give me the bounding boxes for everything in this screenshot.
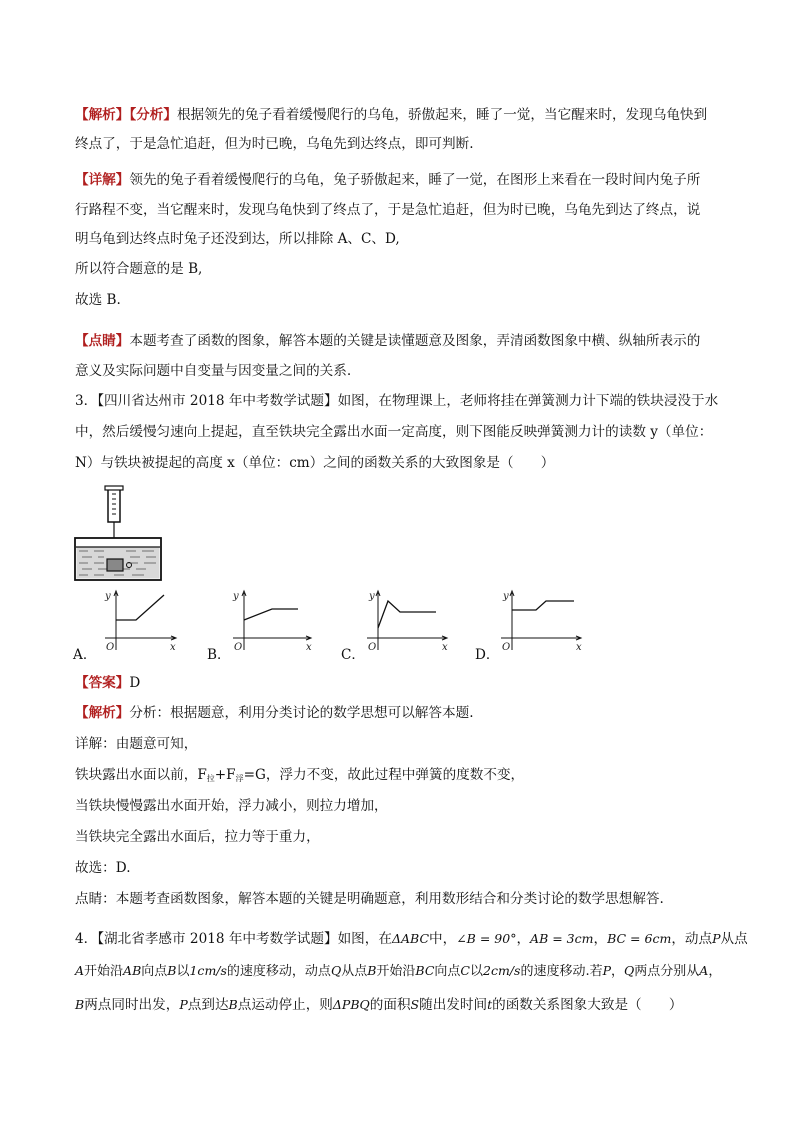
q2-comment-line1: 【点睛】本题考查了函数的图象，解答本题的关键是读懂题意及图象，弄清函数图象中横、纵轴所表示的 [75, 333, 701, 349]
q3-detail-line1: 详解：由题意可知， [75, 736, 198, 752]
q3-detail-line4: 当铁块完全露出水面后，拉力等于重力， [75, 829, 320, 845]
svg-text:O: O [234, 642, 243, 653]
option-b-label: B． [207, 647, 231, 663]
svg-text:O: O [106, 642, 115, 653]
q2-comment-line2: 意义及实际问题中自变量与因变量之间的关系. [75, 363, 352, 379]
option-c-graph [362, 588, 452, 656]
question-number: 3． [75, 393, 98, 409]
spring-scale-apparatus-figure [74, 485, 164, 581]
svg-text:x: x [442, 642, 448, 653]
svg-text:x: x [170, 642, 176, 653]
q3-line2: 中，然后缓慢匀速向上提起，直至铁块完全露出水面一定高度，则下图能反映弹簧测力计的读数 y（单位： [75, 424, 713, 440]
option-c-label: C． [341, 647, 365, 663]
svg-text:x: x [576, 642, 582, 653]
q4-line3: B两点同时出发，P点到达B点运动停止，则ΔPBQ的面积S随出发时间t的函数关系图象大致是（ ） [75, 997, 683, 1013]
q3-detail-line5: 故选：D. [75, 860, 131, 876]
analysis-tag: 【解析】 [75, 705, 130, 721]
svg-text:O: O [368, 642, 377, 653]
option-a-label: A． [73, 647, 97, 663]
svg-text:O: O [502, 642, 511, 653]
svg-text:y: y [233, 591, 239, 602]
option-a-graph [100, 588, 180, 656]
question-source: 【湖北省孝感市 2018 年中考数学试题】 [97, 931, 338, 947]
svg-text:y: y [369, 591, 375, 602]
q3-detail-line2: 铁块露出水面以前，$F_拉+F_浮=G$，浮力不变，故此过程中弹簧的度数不变， [75, 767, 525, 783]
q3-answer [75, 674, 140, 692]
option-d-graph [496, 588, 586, 656]
q2-detail-line1: 【详解】领先的兔子看着缓慢爬行的乌龟，兔子骄傲起来，睡了一觉，在图形上来看在一段时间内兔子所 [75, 172, 701, 188]
answer-tag: 【答案】 [75, 675, 130, 691]
answer-value: D [129, 675, 141, 691]
option-b-graph [228, 588, 318, 656]
q2-analysis-line2: 终点了，于是急忙追赶，但为时已晚，乌龟先到达终点，即可判断. [75, 136, 474, 152]
comment-tag: 【点睛】 [75, 333, 130, 349]
q2-analysis-line1: 【解析】【分析】根据领先的兔子看着缓慢爬行的乌龟，骄傲起来，睡了一觉，当它醒来时，发现乌龟快到 [75, 107, 708, 123]
svg-text:y: y [503, 591, 509, 602]
question-number: 4． [75, 931, 98, 947]
q2-detail-line4: 所以符合题意的是 B, [75, 261, 203, 277]
svg-text:y: y [105, 591, 111, 602]
q3-detail-line3: 当铁块慢慢露出水面开始，浮力减小，则拉力增加， [75, 798, 388, 814]
q4-line2: A开始沿AB向点B以1cm/s的速度移动，动点Q从点B开始沿BC向点C以2cm/s的速度移动.若P，Q两点分别从A， [75, 963, 722, 979]
svg-text:x: x [306, 642, 312, 653]
analysis-tag: 【解析】 [75, 107, 130, 123]
question-source: 【四川省达州市 2018 年中考数学试题】 [97, 393, 338, 409]
q2-detail-line2: 行路程不变，当它醒来时，发现乌龟快到了终点了，于是急忙追赶，但为时已晚，乌龟先到达了终点，说 [75, 202, 701, 218]
q3-line3: N）与铁块被提起的高度 x（单位：cm）之间的函数关系的大致图象是（ ） [75, 455, 555, 471]
option-d-label: D． [475, 647, 500, 663]
q3-analysis: 【解析】分析：根据题意，利用分类讨论的数学思想可以解答本题. [75, 705, 474, 721]
q3-line1: 3．【四川省达州市 2018 年中考数学试题】如图，在物理课上，老师将挂在弹簧测力计下端的铁块浸没于水 [75, 393, 719, 409]
q4-line1: 4．【湖北省孝感市 2018 年中考数学试题】如图，在ΔABC中，∠B = 90°，AB = 3cm，BC = 6cm，动点P从点 [75, 931, 748, 947]
brief-analysis-tag: 【分析】 [129, 107, 177, 123]
q2-detail-line3: 明乌龟到达终点时兔子还没到达，所以排除 A、C、D, [75, 231, 400, 247]
q2-detail-line5: 故选 B. [75, 292, 121, 308]
detail-tag: 【详解】 [75, 172, 130, 188]
q3-comment: 点睛：本题考查函数图象，解答本题的关键是明确题意，利用数形结合和分类讨论的数学思想解答. [75, 891, 664, 907]
